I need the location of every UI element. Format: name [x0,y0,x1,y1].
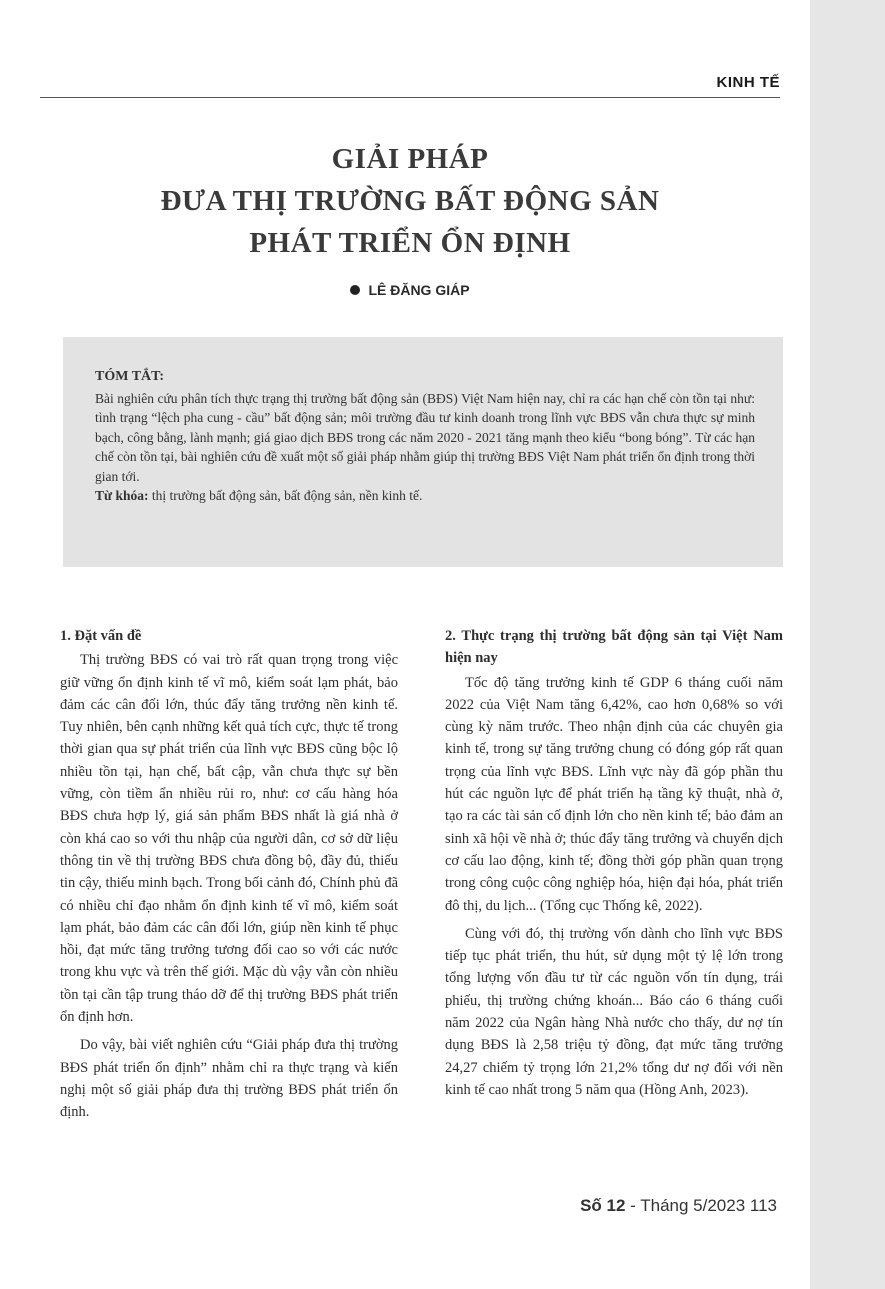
page-number: 113 [749,1196,777,1215]
page-edge-shadow [810,0,885,1289]
left-column [60,625,398,1130]
keywords-label: Từ khóa: [95,488,149,503]
right-column [445,625,783,1107]
title-line-3: PHÁT TRIỂN ỔN ĐỊNH [249,227,571,259]
page-footer [580,1196,777,1216]
abstract-text: Bài nghiên cứu phân tích thực trạng thị trường bất động sản (BĐS) Việt Nam hiện nay, chỉ ra các hạn chế còn tồn tại như: tình trạng “lệch pha cung - cầu” bất động sản; môi trường đầu tư kinh doanh trong lĩnh vực BĐS vẫn chưa thực sự minh bạch, công bằng, lành mạnh; giá giao dịch BĐS trong các năm 2020 - 2021 tăng mạnh theo kiểu “bong bóng”. Từ các hạn chế còn tồn tại, bài nghiên cứu đề xuất một số giải pháp nhằm giúp thị trường BĐS Việt Nam phát triển ổn định trong thời gian tới. [95,390,755,484]
section-heading-2: 2. Thực trạng thị trường bất động sản tại Việt Nam hiện nay [445,628,783,667]
keywords-text: thị trường bất động sản, bất động sản, nền kinh tế. [151,488,423,503]
keywords-line [95,486,755,506]
section-label: KINH TẾ [716,74,780,91]
abstract-heading: TÓM TẮT: [95,369,165,384]
abstract-box [63,337,783,567]
paragraph: Do vậy, bài viết nghiên cứu “Giải pháp đưa thị trường BĐS phát triển ổn định” nhằm chỉ ra thực trạng và kiến nghị một số giải pháp đưa thị trường BĐS phát triển ổn định. [60,1037,398,1121]
issue-date: - Tháng 5/2023 [625,1196,750,1215]
title-line-1: GIẢI PHÁP [331,143,489,175]
issue-number: Số 12 [580,1196,626,1215]
paragraph: Thị trường BĐS có vai trò rất quan trọng trong việc giữ vững ổn định kinh tế vĩ mô, kiểm soát lạm phát, bảo đảm các cân đối lớn, thúc đẩy tăng trưởng nền kinh tế. Tuy nhiên, bên cạnh những kết quả tích cực, thực tế trong thời gian qua sự phát triển của lĩnh vực BĐS cũng bộc lộ nhiều tồn tại, hạn chế, bất cập, vẫn chưa thực sự bền vững, còn tiềm ẩn nhiều rủi ro, như: cơ cấu hàng hóa BĐS chưa hợp lý, giá sản phẩm BĐS nhất là giá nhà ở còn khá cao so với thu nhập của người dân, cơ sở dữ liệu thông tin về thị trường BĐS chưa đồng bộ, đầy đủ, thiếu tin cậy, thiếu minh bạch. Trong bối cảnh đó, Chính phủ đã có nhiều chỉ đạo nhằm ổn định kinh tế vĩ mô, kiểm soát lạm phát, bảo đảm các cân đối lớn, giúp nền kinh tế phục hồi, đạt mức tăng trưởng tương đối cao so với các nước trong khu vực và trên thế giới. Mặc dù vậy vẫn còn nhiều tồn tại cần tập trung tháo dỡ để thị trường BĐS phát triển ổn định hơn. [60,652,398,1026]
bullet-icon [350,285,360,295]
paragraph: Cùng với đó, thị trường vốn dành cho lĩnh vực BĐS tiếp tục phát triển, thu hút, sử dụng một tỷ lệ lớn trong tổng lượng vốn đầu tư từ các nguồn vốn tín dụng, trái phiếu, thị trường chứng khoán... Báo cáo 6 tháng cuối năm 2022 của Ngân hàng Nhà nước cho thấy, dư nợ tín dụng BĐS là 2,58 triệu tỷ đồng, đạt mức tăng trưởng 24,27 chiếm tỷ trọng lớn 21,2% tổng dư nợ đối với nền kinh tế cao nhất trong 5 năm qua (Hồng Anh, 2023). [445,925,783,1098]
article-title [40,138,780,264]
abstract-content [95,367,755,506]
section-heading-1: 1. Đặt vấn đề [60,628,142,644]
author-name: LÊ ĐĂNG GIÁP [368,282,470,298]
paragraph: Tốc độ tăng trưởng kinh tế GDP 6 tháng cuối năm 2022 của Việt Nam tăng 6,42%, cao hơn 0,68% so với cùng kỳ năm trước. Theo nhận định của các chuyên gia kinh tế, trong sự tăng trưởng chung có đóng góp rất quan trọng của lĩnh vực BĐS. Lĩnh vực này đã góp phần thu hút các nguồn lực để phát triển hạ tầng kỹ thuật, nhà ở, tạo ra các tài sản cố định lớn cho nền kinh tế; bảo đảm an sinh xã hội về nhà ở; thúc đẩy tăng trưởng và chuyển dịch cơ cấu lao động, kinh tế; đồng thời góp phần quan trọng trong công cuộc công nghiệp hóa, hiện đại hóa, phát triển đô thị, du lịch... (Tổng cục Thống kê, 2022). [445,674,783,914]
title-line-2: ĐƯA THỊ TRƯỜNG BẤT ĐỘNG SẢN [160,185,660,217]
author-byline [40,282,780,298]
header-rule [40,97,780,98]
